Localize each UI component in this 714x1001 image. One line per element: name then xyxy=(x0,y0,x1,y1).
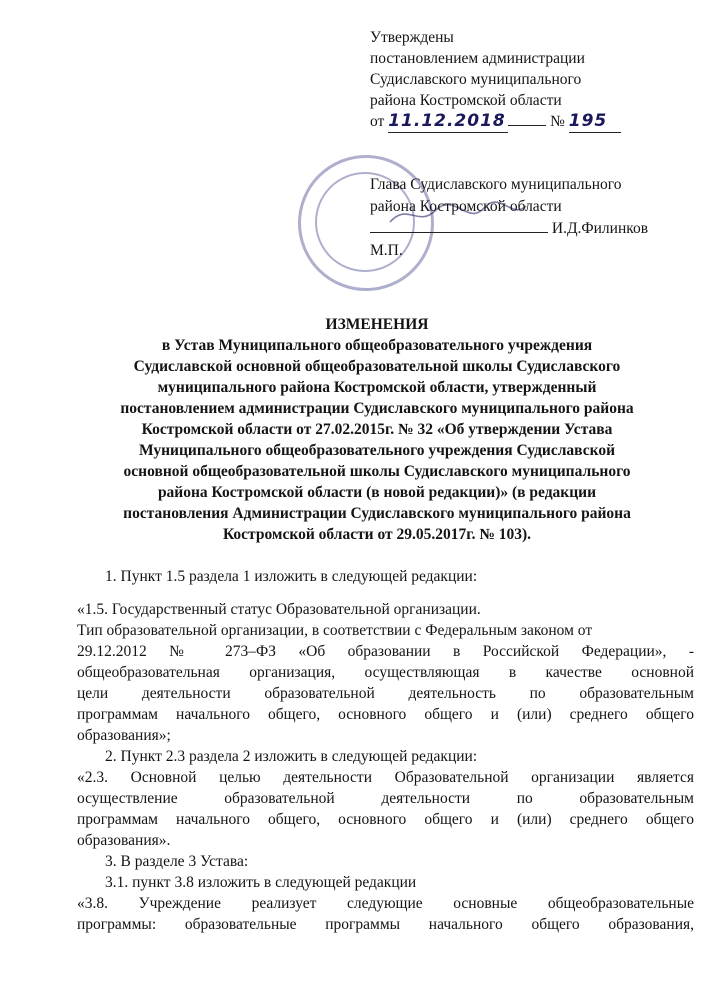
approval-line: Утверждены xyxy=(370,29,454,46)
signer-line xyxy=(370,218,700,240)
document-title xyxy=(60,314,694,545)
item-2: 2. Пункт 2.3 раздела 2 изложить в следующей редакции: xyxy=(105,748,478,765)
title-heading: ИЗМЕНЕНИЯ xyxy=(325,316,429,333)
p15-title: «1.5. Государственный статус Образовательной организации. xyxy=(77,601,481,618)
p38-line: программы: образовательные программы начального общего образования, xyxy=(77,916,694,933)
blank-line xyxy=(508,125,546,126)
title-line: постановления Администрации Судиславского муниципального района xyxy=(123,505,631,522)
title-line: Костромской области от 29.05.2017г. № 103). xyxy=(222,526,532,543)
document-body xyxy=(77,566,694,935)
title-line: Муниципального общеобразовательного учреждения Судиславской xyxy=(138,442,616,459)
title-line: района Костромской области (в новой редакции)» (в редакции xyxy=(157,484,597,501)
signature-block xyxy=(370,174,700,262)
signature-blank xyxy=(370,232,548,233)
approval-line: района Костромской области xyxy=(370,92,562,109)
approval-block xyxy=(370,27,690,133)
p15-line: 29.12.2012 № 273–ФЗ «Об образовании в Российской Федерации», - xyxy=(77,643,694,660)
signature-line: Глава Судиславского муниципального xyxy=(370,176,622,193)
p23-line: программам начального общего, основного общего и (или) среднего общего xyxy=(77,811,694,828)
title-line: постановлением администрации Судиславского муниципального района xyxy=(120,400,634,417)
item-3-1: 3.1. пункт 3.8 изложить в следующей редакции xyxy=(105,874,417,891)
p23-line: образования». xyxy=(77,832,171,849)
title-line: основной общеобразовательной школы Судиславского муниципального xyxy=(123,463,631,480)
title-line: Костромской области от 27.02.2015г. № 32 «Об утверждении Устава xyxy=(141,421,613,438)
p15-line: общеобразовательная организация, осуществляющая в качестве основной xyxy=(77,664,694,681)
signer-name: И.Д.Филинков xyxy=(551,220,649,237)
title-line: в Устав Муниципального общеобразовательного учреждения xyxy=(161,337,593,354)
p38-line: «3.8. Учреждение реализует следующие основные общеобразовательные xyxy=(77,895,694,912)
approval-line: Судиславского муниципального xyxy=(370,71,582,88)
spacer xyxy=(77,587,694,599)
item-3: 3. В разделе 3 Устава: xyxy=(105,853,249,870)
approval-line: постановлением администрации xyxy=(370,50,585,67)
number-prefix: № xyxy=(550,113,565,130)
p15-line: Тип образовательной организации, в соответствии с Федеральным законом от xyxy=(77,622,593,639)
date-prefix: от xyxy=(370,113,385,130)
title-line: Судиславской основной общеобразовательной школы Судиславского xyxy=(133,358,621,375)
p15-line: образования»; xyxy=(77,727,171,744)
signature-line: района Костромской области xyxy=(370,198,562,215)
seal-mark: М.П. xyxy=(370,242,403,259)
p23-line: осуществление образовательной деятельности по образовательным xyxy=(77,790,694,807)
p15-line: цели деятельности образовательной деятельность по образовательным xyxy=(77,685,694,702)
handwritten-date: 11.12.2018 xyxy=(388,111,508,133)
title-line: муниципального района Костромской области, утвержденный xyxy=(157,379,597,396)
approval-date-line xyxy=(370,111,690,133)
p23-line: «2.3. Основной целью деятельности Образовательной организации является xyxy=(77,769,694,786)
p15-line: программам начального общего, основного общего и (или) среднего общего xyxy=(77,706,694,723)
handwritten-number: 195 xyxy=(569,111,621,133)
item-1: 1. Пункт 1.5 раздела 1 изложить в следующей редакции: xyxy=(105,568,478,585)
